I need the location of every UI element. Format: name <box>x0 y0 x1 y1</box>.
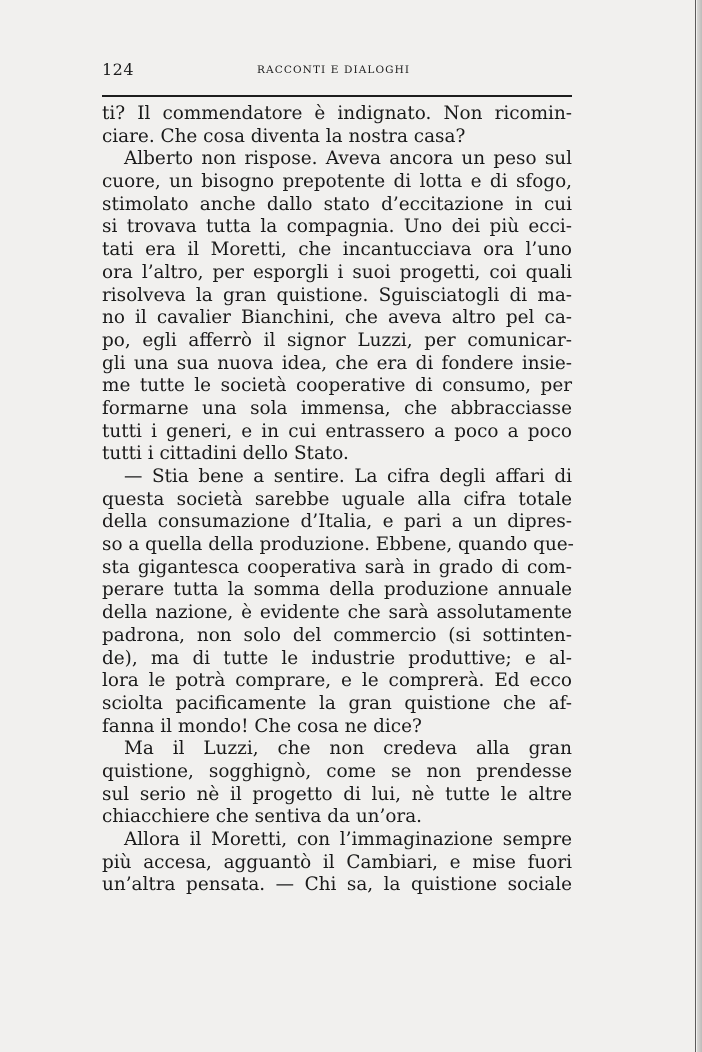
text-line: tutti i cittadini dello Stato. <box>102 443 349 465</box>
text-line: sciolta pacificamente la gran quistione che af- <box>102 692 572 714</box>
text-line: tati era il Moretti, che incantucciava ora l’uno <box>102 239 572 261</box>
text-line: me tutte le società cooperative di consumo, per <box>102 375 572 397</box>
header-rule <box>102 95 572 97</box>
text-line: Alberto non rispose. Aveva ancora un peso sul <box>124 148 572 170</box>
page-number: 124 <box>102 60 135 79</box>
text-line: gli una sua nuova idea, che era di fondere insie- <box>102 352 572 374</box>
text-line: quistione, sogghignò, come se non prendesse <box>102 760 572 782</box>
text-line: po, egli afferrò il signor Luzzi, per comunicar- <box>102 329 572 351</box>
text-line: questa società sarebbe uguale alla cifra totale <box>102 488 572 510</box>
text-line: fanna il mondo! Che cosa ne dice? <box>102 715 422 737</box>
text-line: lora le potrà comprare, e le comprerà. Ed ecco <box>102 670 572 692</box>
text-line: Allora il Moretti, con l’immaginazione sempre <box>124 829 572 850</box>
text-line: più accesa, agguantò il Cambiari, e mise fuori <box>102 851 572 873</box>
text-line: Ma il Luzzi, che non credeva alla gran <box>124 738 572 760</box>
text-line: sul serio nè il progetto di lui, nè tutte le altre <box>102 783 572 805</box>
text-line: un’altra pensata. — Chi sa, la quistione sociale <box>102 874 572 896</box>
body-text <box>102 103 572 897</box>
text-line: cuore, un bisogno prepotente di lotta e di sfogo, <box>102 171 572 193</box>
page-edge-shadow <box>697 0 702 1052</box>
text-line: risolveva la gran quistione. Sguisciatogli di ma- <box>102 284 572 306</box>
page-header <box>102 60 572 84</box>
page-edge-line <box>695 0 696 1052</box>
text-line: si trovava tutta la compagnia. Uno dei più ecci- <box>102 216 572 238</box>
text-line: della nazione, è evidente che sarà assolutamente <box>102 602 572 624</box>
text-line: ti? Il commendatore è indignato. Non ricomin- <box>102 103 572 124</box>
text-line: no il cavalier Bianchini, che aveva altro pel ca- <box>102 307 572 329</box>
text-line: della consumazione d’Italia, e pari a un dipres- <box>102 511 572 533</box>
text-line: formarne una sola immensa, che abbracciasse <box>102 397 572 419</box>
text-line: perare tutta la somma della produzione annuale <box>102 579 572 601</box>
text-line: ora l’altro, per esporgli i suoi progetti, coi quali <box>102 261 572 283</box>
text-line: sta gigantesca cooperativa sarà in grado di com- <box>102 556 572 578</box>
text-line: padrona, non solo del commercio (si sottinten- <box>102 624 572 646</box>
text-line: stimolato anche dallo stato d’eccitazione in cui <box>102 193 572 215</box>
text-line: so a quella della produzione. Ebbene, quando que- <box>102 534 574 556</box>
text-line: chiacchiere che sentiva da un’ora. <box>102 806 423 828</box>
text-line: ciare. Che cosa diventa la nostra casa? <box>102 125 466 147</box>
text-line: tutti i generi, e in cui entrassero a poco a poco <box>102 420 572 442</box>
text-line: — Stia bene a sentire. La cifra degli affari di <box>124 466 572 487</box>
text-line: de), ma di tutte le industrie produttive; e al- <box>102 647 572 669</box>
running-head: RACCONTI E DIALOGHI <box>257 64 411 76</box>
